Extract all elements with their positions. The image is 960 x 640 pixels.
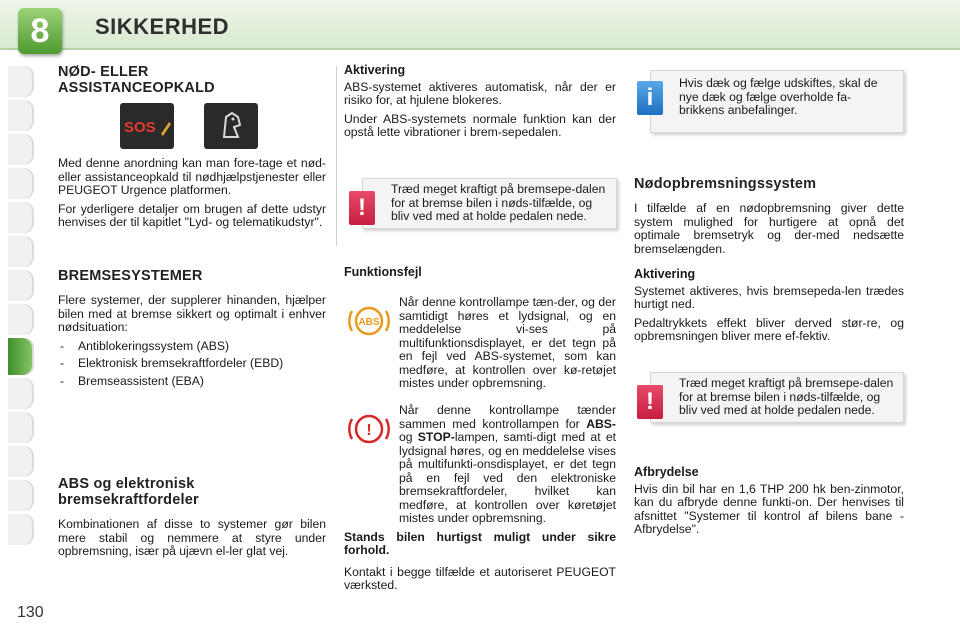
sos-paragraph-1: Med denne anordning kan man fore-tage et nød- eller assistanceopkald til nødhjælpstjenester eller PEUGEOT Urgence platformen.: [58, 156, 326, 197]
stop-instruction: Stands bilen hurtigst muligt under sikre forhold.: [344, 529, 616, 557]
chapter-badge: 8: [18, 8, 62, 54]
brake-systems-list: [58, 340, 326, 389]
middle-activation: [344, 64, 616, 145]
abs-lamp-label: ABS: [358, 317, 380, 328]
fault-paragraph-1: Når denne kontrollampe tæn-der, og der samtidigt høres et lydsignal, og en meddelelse vi-ses på multifunktionsdisplayet, er det tegn på en fejl ved ABS-systemet, som kan medføre, at kontrollen over kø-retøjet mistes under opbremsning.: [399, 295, 616, 390]
chapter-tab[interactable]: [8, 412, 34, 443]
contact-dealer: Kontakt i begge tilfælde et autoriseret PEUGEOT værksted.: [344, 564, 616, 592]
page-title: SIKKERHED: [95, 14, 230, 39]
sos-icon: [120, 103, 174, 149]
chapter-tab[interactable]: [8, 378, 34, 409]
emergency-activation-paragraph-2: Pedaltrykkets effekt bliver derved stør-re, og opbremsningen bliver mere ef-fektiv.: [634, 315, 904, 343]
fault-paragraph-2: [344, 404, 616, 526]
disable-section: [634, 466, 904, 542]
chapter-tab[interactable]: [8, 202, 34, 233]
info-icon: i: [637, 81, 663, 115]
chapter-tab[interactable]: [8, 168, 34, 199]
chapter-tab[interactable]: [8, 514, 34, 545]
chapter-tab[interactable]: [8, 304, 34, 335]
chapter-tab[interactable]: [8, 480, 34, 511]
assistance-button-tile: [204, 103, 258, 149]
og-text: og: [399, 430, 418, 444]
brake-section: [58, 268, 326, 392]
chapter-tab[interactable]: [8, 270, 34, 301]
sos-title: NØD- ELLER ASSISTANCEOPKALD: [58, 64, 215, 96]
info-box: [646, 70, 904, 133]
left-column: [58, 64, 326, 96]
abs-activation-paragraph-1: ABS-systemet aktiveres automatisk, når der er risiko for, at hjulene blokeres.: [344, 79, 616, 107]
abs-activation-heading: Aktivering: [344, 63, 406, 77]
stop-bold: STOP-: [417, 430, 455, 444]
abs-bold: ABS-: [586, 416, 616, 431]
fault-heading: Funktionsfejl: [344, 265, 422, 279]
brake-paragraph: Flere systemer, der supplerer hinanden, hjælper bilen med at bremse sikkert og optimalt i enhver nødsituation:: [58, 293, 326, 334]
emergency-paragraph: I tilfælde af en nødopbremsning giver dette system mulighed for hurtigere at opnå det optimale bremsetryk og der-med nedsætte bremselængden.: [634, 201, 904, 256]
chapter-tab[interactable]: [8, 446, 34, 477]
column-divider: [336, 66, 337, 246]
abs-activation-paragraph-2: Under ABS-systemets normale funktion kan der opstå lette vibrationer i brem-sepedalen.: [344, 111, 616, 139]
sos-button-tile: [120, 103, 174, 149]
warning-text: Træd meget kraftigt på bremsepe-dalen for at bremse bilen i nøds-tilfælde, og bliv ved med at holde pedalen nede.: [679, 376, 894, 417]
emergency-title: Nødopbremsningssystem: [634, 176, 817, 192]
fault-text-b: lampen, samti-digt med at et lydsignal høres, og en meddelelse vises på multifunkti-onsdisplayet, er det tegn på en fejl ved den elektroniske bremsekraftfordeler, hvilket kan medføre, at kontrollen over køretøjet mistes under opbremsning.: [399, 430, 616, 525]
emergency-activation-heading: Aktivering: [634, 267, 696, 281]
abs-section: [58, 476, 326, 564]
disable-heading: Afbrydelse: [634, 465, 699, 479]
warning-icon: !: [637, 385, 663, 419]
page-number: 130: [17, 604, 44, 621]
brake-title: BREMSESYSTEMER: [58, 268, 203, 284]
abs-title: ABS og elektronisk bremsekraftfordeler: [58, 476, 199, 508]
sos-paragraph-2: For yderligere detaljer om brugen af dette udstyr henvises der til kapitlet "Lyd- og telematikudstyr".: [58, 201, 326, 229]
emergency-section: [634, 176, 904, 349]
emergency-activation-paragraph-1: Systemet aktiveres, hvis bremsepeda-len trædes hurtigt ned.: [634, 283, 904, 311]
chapter-tab[interactable]: [8, 66, 34, 97]
disable-paragraph: Hvis din bil har en 1,6 THP 200 hk ben-zinmotor, kan du afbryde denne funkti-on. Der henvises til afsnittet "Systemer til kontrol af bilens bane - Afbrydelse".: [634, 481, 904, 536]
info-text: Hvis dæk og fælge udskiftes, skal de nye dæk og fælge overholde fa-brikkens anbefalinger.: [679, 76, 878, 117]
list-item: - Antiblokeringssystem (ABS): [58, 340, 326, 354]
list-item: - Bremseassistent (EBA): [58, 375, 326, 389]
warning-box: [358, 178, 617, 229]
brake-lamp-mark: !: [366, 422, 372, 439]
warning-text: Træd meget kraftigt på bremsepe-dalen for at bremse bilen i nøds-tilfælde, og bliv ved med at holde pedalen nede.: [391, 182, 606, 223]
sos-text: [58, 157, 326, 235]
fault-paragraph-1-wrap: [344, 296, 616, 396]
warning-box-right: [646, 372, 904, 423]
sos-label: SOS: [124, 119, 156, 136]
warning-icon: !: [349, 191, 375, 225]
abs-paragraph: Kombinationen af disse to systemer gør bilen mere stabil og nemmere at styre under opbremsning, især på ujævn el-ler glat vej.: [58, 517, 326, 558]
chapter-tab[interactable]: [8, 236, 34, 267]
list-item: - Elektronisk bremsekraftfordeler (EBD): [58, 357, 326, 371]
chapter-tab-active[interactable]: [8, 338, 34, 375]
peugeot-lion-icon: [204, 103, 258, 149]
chapter-tabs: [8, 66, 34, 576]
fault-paragraph-2-wrap: [344, 404, 616, 598]
chapter-tab[interactable]: [8, 134, 34, 165]
fault-text-a: Når denne kontrollampe tænder sammen med kontrollampen for: [399, 403, 616, 431]
fault-heading-wrap: [344, 266, 616, 283]
chapter-tab[interactable]: [8, 100, 34, 131]
